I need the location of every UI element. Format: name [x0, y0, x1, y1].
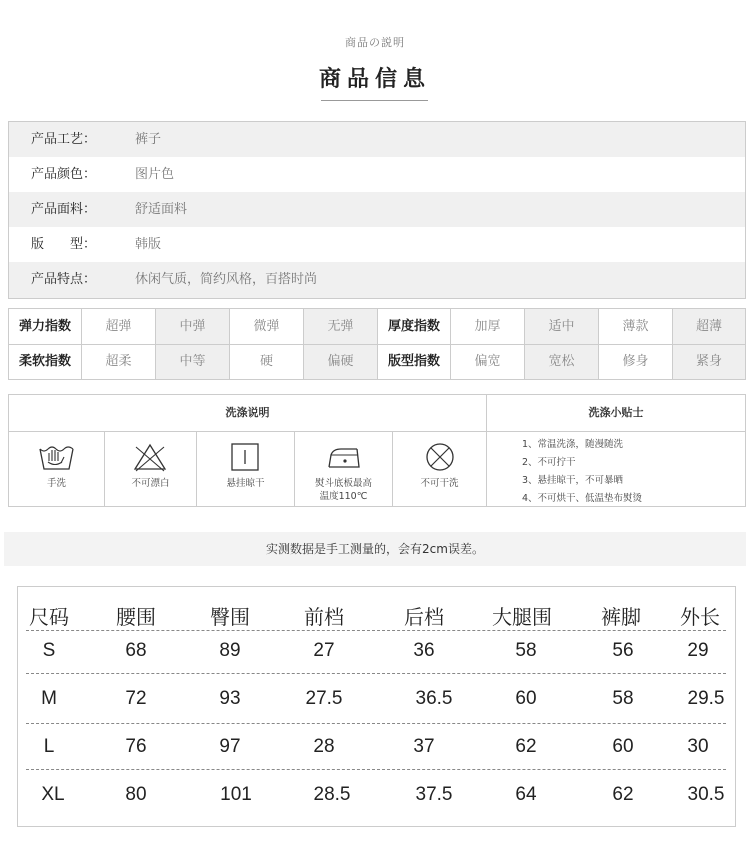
- grid-line: [303, 309, 304, 379]
- info-label: 产品面料：: [31, 202, 97, 217]
- wash-title: 洗涤说明: [225, 406, 270, 419]
- info-label: 产品特点：: [31, 272, 97, 287]
- index-option: 紧身: [673, 344, 745, 379]
- size-cell: 72: [125, 688, 147, 709]
- size-header: 后档: [404, 605, 444, 629]
- size-cell: 30.5: [687, 784, 725, 805]
- size-cell: 64: [515, 784, 537, 805]
- index-option: 偏宽: [474, 354, 501, 369]
- info-value: 舒适面料: [135, 202, 188, 217]
- index-option: 薄款: [622, 319, 649, 334]
- size-cell: 60: [612, 736, 634, 757]
- wash-item-label: 不可漂白: [131, 478, 170, 489]
- size-cell: S: [42, 640, 56, 661]
- size-cell: 76: [125, 736, 147, 757]
- wash-item-dryclean: [393, 431, 486, 507]
- iron-label-line2: 温度110℃: [319, 491, 368, 502]
- size-header: 大腿围: [492, 605, 552, 629]
- index-option: 适中: [525, 309, 598, 344]
- page-title: 商品信息: [318, 67, 431, 92]
- wash-item-label: 悬挂晾干: [226, 478, 265, 489]
- wash-item-label: [295, 477, 392, 503]
- info-row: [9, 227, 745, 262]
- size-header: 裤脚: [601, 605, 641, 629]
- size-header: 尺码: [29, 605, 69, 629]
- size-cell: 37.5: [415, 784, 453, 805]
- thickness-label: 厚度指数: [378, 309, 450, 344]
- measurement-note: 实测数据是手工测量的，会有2cm误差。: [4, 532, 746, 566]
- wash-item-hang: [197, 431, 294, 507]
- wash-item-hand: [9, 431, 104, 507]
- size-cell: 30: [687, 736, 709, 757]
- wash-item-label: 手洗: [46, 478, 66, 489]
- index-option: 中等: [156, 344, 229, 379]
- hang-dry-icon: [197, 441, 294, 473]
- size-header: 臀围: [210, 605, 250, 629]
- info-value: 图片色: [135, 167, 175, 182]
- wash-section: [8, 394, 746, 507]
- wash-tip: 4、不可烘干、低温垫布熨烫: [522, 493, 643, 504]
- size-cell: 28.5: [313, 784, 351, 805]
- size-cell: 29: [687, 640, 709, 661]
- info-label: 产品工艺：: [31, 132, 97, 147]
- index-option: 硬: [259, 354, 273, 369]
- size-cell: 27.5: [305, 688, 343, 709]
- hand-wash-icon: [9, 441, 104, 473]
- wash-tip: 3、悬挂晾干，不可暴晒: [522, 475, 624, 486]
- index-option: 无弹: [304, 309, 377, 344]
- wash-item-iron: [295, 431, 392, 507]
- grid-line: [377, 309, 378, 379]
- grid-line: [229, 309, 230, 379]
- size-header: 外长: [680, 605, 720, 629]
- size-cell: 58: [515, 640, 537, 661]
- size-cell: 56: [612, 640, 634, 661]
- info-row: [9, 192, 745, 227]
- row-divider: [26, 630, 726, 631]
- index-option: 超弹: [105, 319, 132, 334]
- grid-line: [486, 395, 487, 506]
- index-grid: [8, 308, 746, 380]
- wash-item-bleach: [105, 431, 196, 507]
- grid-line: [524, 309, 525, 379]
- size-cell: 27: [313, 640, 335, 661]
- iron-label-line1: 熨斗底板最高: [314, 478, 372, 489]
- size-cell: 62: [612, 784, 634, 805]
- index-option: 偏硬: [304, 344, 377, 379]
- info-value: 休闲气质，简约风格，百搭时尚: [135, 272, 318, 287]
- grid-line: [81, 309, 82, 379]
- no-dry-clean-icon: [393, 441, 486, 473]
- size-cell: 58: [612, 688, 634, 709]
- softness-label: 柔软指数: [9, 344, 81, 379]
- row-divider: [26, 769, 726, 770]
- info-row: [9, 157, 745, 192]
- grid-line: [450, 309, 451, 379]
- size-cell: 62: [515, 736, 537, 757]
- index-option: 加厚: [474, 319, 501, 334]
- size-cell: 97: [219, 736, 241, 757]
- info-label: 版 型：: [31, 237, 97, 252]
- size-cell: 89: [219, 640, 241, 661]
- wash-item-label: 不可干洗: [420, 478, 459, 489]
- row-divider: [26, 723, 726, 724]
- header-subtitle: 商品の説明: [345, 36, 405, 49]
- fit-label: 版型指数: [378, 344, 450, 379]
- size-cell: 36: [413, 640, 435, 661]
- info-row: [9, 122, 745, 157]
- info-label: 产品颜色：: [31, 167, 97, 182]
- size-cell: L: [43, 736, 55, 757]
- iron-icon: [295, 441, 392, 473]
- size-cell: 93: [219, 688, 241, 709]
- info-value: 韩版: [135, 237, 162, 252]
- size-header: 腰围: [116, 605, 156, 629]
- size-cell: 101: [220, 784, 252, 805]
- grid-line: [155, 309, 156, 379]
- size-header: 前档: [304, 605, 344, 629]
- size-cell: 37: [413, 736, 435, 757]
- title-divider: [321, 100, 428, 101]
- size-cell: 36.5: [415, 688, 453, 709]
- index-option: 中弹: [156, 309, 229, 344]
- grid-line: [598, 309, 599, 379]
- product-info-table: [8, 121, 746, 299]
- size-cell: 29.5: [687, 688, 725, 709]
- index-option: 超薄: [673, 309, 745, 344]
- size-cell: 28: [313, 736, 335, 757]
- index-option: 超柔: [105, 354, 132, 369]
- row-divider: [26, 673, 726, 674]
- index-option: 宽松: [525, 344, 598, 379]
- no-bleach-icon: [105, 441, 196, 473]
- wash-tip: 2、不可拧干: [522, 457, 576, 468]
- grid-line: [672, 309, 673, 379]
- wash-tips-title: 洗涤小贴士: [588, 406, 644, 419]
- index-option: 微弹: [253, 319, 280, 334]
- wash-tip: 1、常温洗涤，随漫随洗: [522, 439, 624, 450]
- size-cell: 80: [125, 784, 147, 805]
- info-value: 裤子: [135, 132, 162, 147]
- info-row: [9, 262, 745, 298]
- size-table: [17, 586, 736, 827]
- index-option: 修身: [622, 354, 649, 369]
- size-cell: M: [41, 688, 57, 709]
- elasticity-label: 弹力指数: [9, 309, 81, 344]
- size-cell: 60: [515, 688, 537, 709]
- size-cell: 68: [125, 640, 147, 661]
- size-cell: XL: [41, 784, 65, 805]
